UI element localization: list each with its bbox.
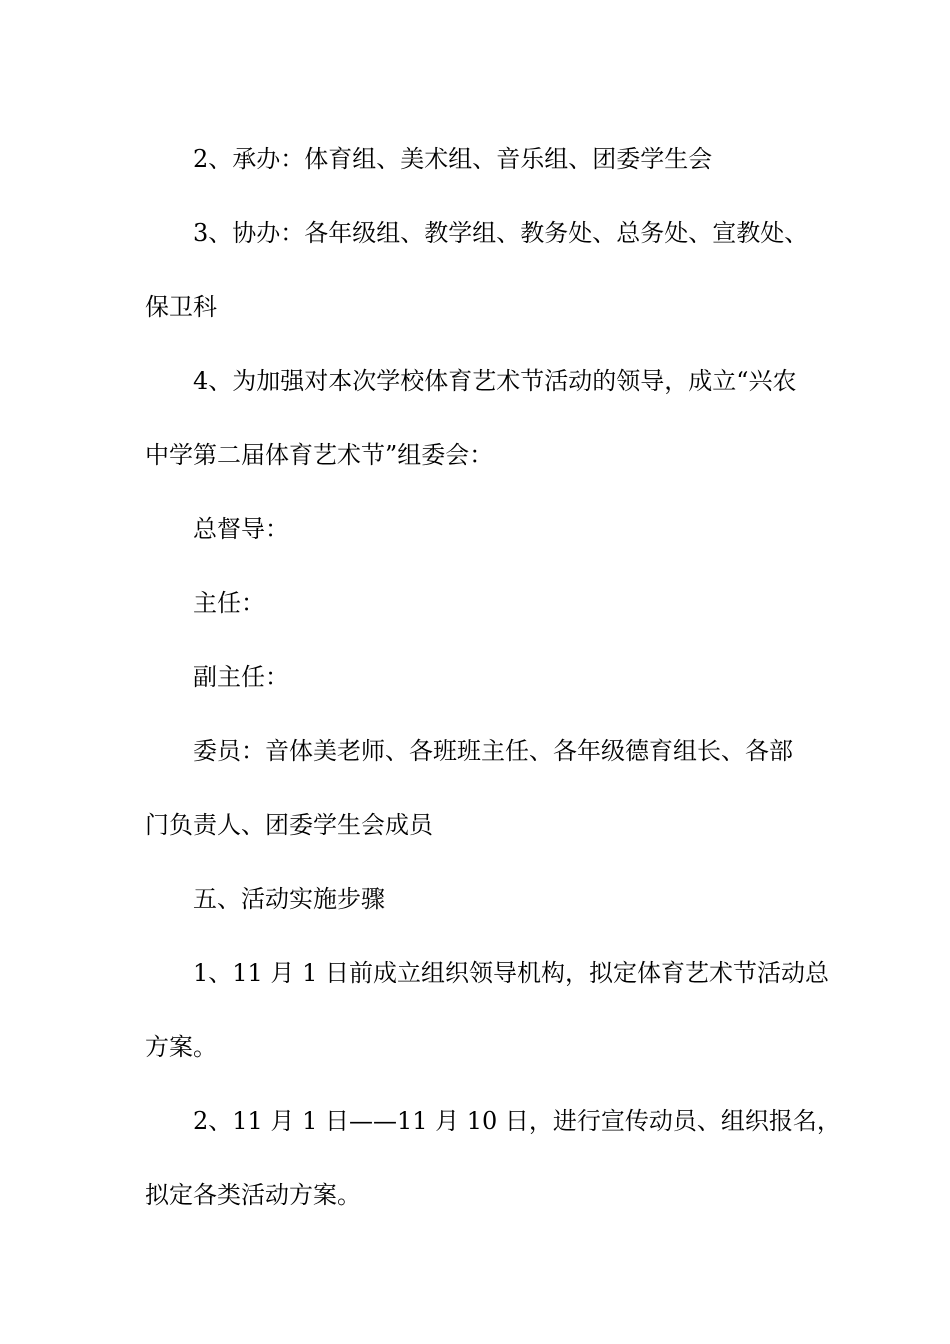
text-line: 委员：音体美老师、各班班主任、各年级德育组长、各部: [193, 737, 793, 765]
paragraph-deputy-director: [145, 640, 810, 714]
text-line: 五、活动实施步骤: [193, 885, 385, 913]
text-line: 方案。: [145, 1033, 217, 1061]
text-line: 保卫科: [145, 293, 217, 321]
text-line: 副主任：: [193, 663, 289, 691]
text-line: 1、11 月 1 日前成立组织领导机构，拟定体育艺术节活动总: [193, 959, 829, 987]
paragraph-committee-intro: [145, 344, 810, 492]
document-body: [145, 122, 841, 1232]
paragraph-members: [145, 714, 810, 862]
paragraph-chief-supervisor: [145, 492, 810, 566]
text-line: 2、11 月 1 日——11 月 10 日，进行宣传动员、组织报名，: [193, 1107, 841, 1135]
text-line: 3、协办：各年级组、教学组、教务处、总务处、宣教处、: [193, 219, 809, 247]
paragraph-director: [145, 566, 810, 640]
text-line: 总督导：: [193, 515, 289, 543]
text-line: 4、为加强对本次学校体育艺术节活动的领导，成立“兴农: [193, 367, 797, 395]
text-line: 拟定各类活动方案。: [145, 1181, 361, 1209]
paragraph-step-2: [145, 1084, 841, 1232]
text-line: 中学第二届体育艺术节”组委会：: [145, 441, 494, 469]
paragraph-step-1: [145, 936, 829, 1084]
text-line: 门负责人、团委学生会成员: [145, 811, 433, 839]
text-line: 2、承办：体育组、美术组、音乐组、团委学生会: [193, 145, 713, 173]
section-heading-steps: [145, 862, 810, 936]
text-line: 主任：: [193, 589, 265, 617]
paragraph-co-organizer: [145, 196, 810, 344]
paragraph-organizer: [145, 122, 810, 196]
